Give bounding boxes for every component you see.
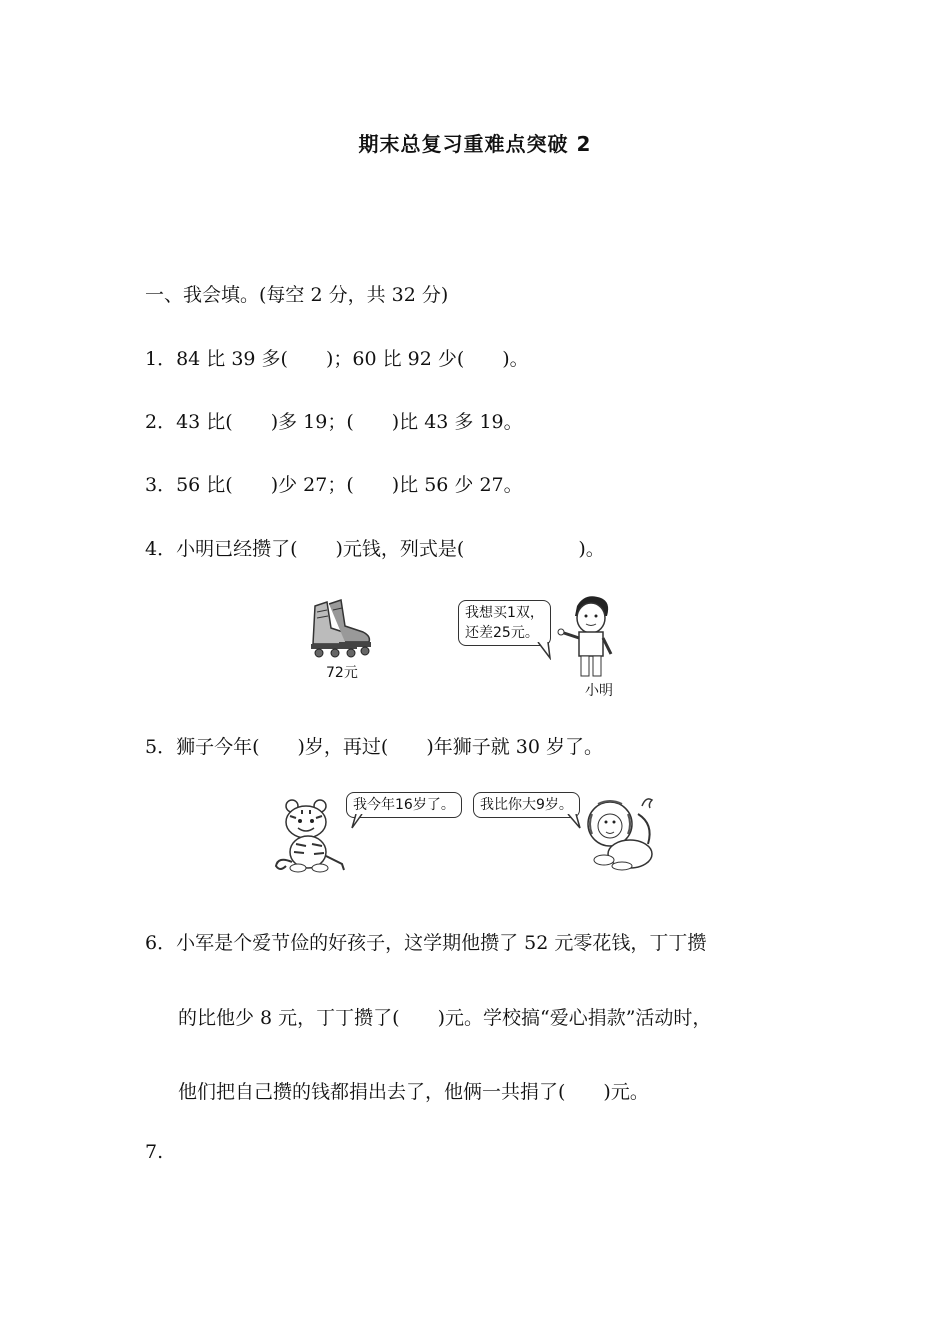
question-6-line-2: 的比他少 8 元，丁丁攒了( )元。学校搞“爱心捐款”活动时，: [178, 1007, 712, 1029]
tiger-bubble-tail: [350, 814, 366, 830]
question-6-line-3: 他们把自己攒的钱都捐出去了，他俩一共捐了( )元。: [178, 1081, 649, 1103]
question-5: 5．狮子今年( )岁，再过( )年狮子就 30 岁了。: [145, 736, 603, 758]
speech-bubble-lion: 我比你大9岁。: [473, 792, 580, 818]
question-6-line-1: 6．小军是个爱节俭的好孩子，这学期他攒了 52 元零花钱，丁丁攒: [145, 932, 707, 954]
tiger-illustration: [272, 796, 354, 876]
page-title: 期末总复习重难点突破 2: [358, 132, 592, 156]
question-7: 7.: [145, 1141, 164, 1163]
boy-illustration: [555, 592, 625, 680]
question-4: 4．小明已经攒了( )元钱，列式是( )。: [145, 538, 605, 560]
question-3: 3．56 比( )少 27；( )比 56 少 27。: [145, 474, 523, 496]
boy-name-label: 小明: [585, 683, 613, 699]
question-2: 2．43 比( )多 19；( )比 43 多 19。: [145, 411, 523, 433]
lion-bubble-tail: [566, 814, 582, 830]
lion-illustration: [582, 794, 662, 874]
bubble-tail: [536, 642, 556, 660]
bubble-line-2: 还差25元。: [465, 625, 539, 641]
speech-bubble-tiger: 我今年16岁了。: [346, 792, 462, 818]
question-1: 1．84 比 39 多( )；60 比 92 少( )。: [145, 348, 529, 370]
section-heading: 一、我会填。(每空 2 分，共 32 分): [145, 284, 449, 306]
price-label: 72元: [326, 665, 358, 681]
skates-illustration: [305, 598, 375, 660]
bubble-line-1: 我想买1双，: [465, 605, 544, 621]
speech-bubble-boy: [458, 600, 551, 646]
